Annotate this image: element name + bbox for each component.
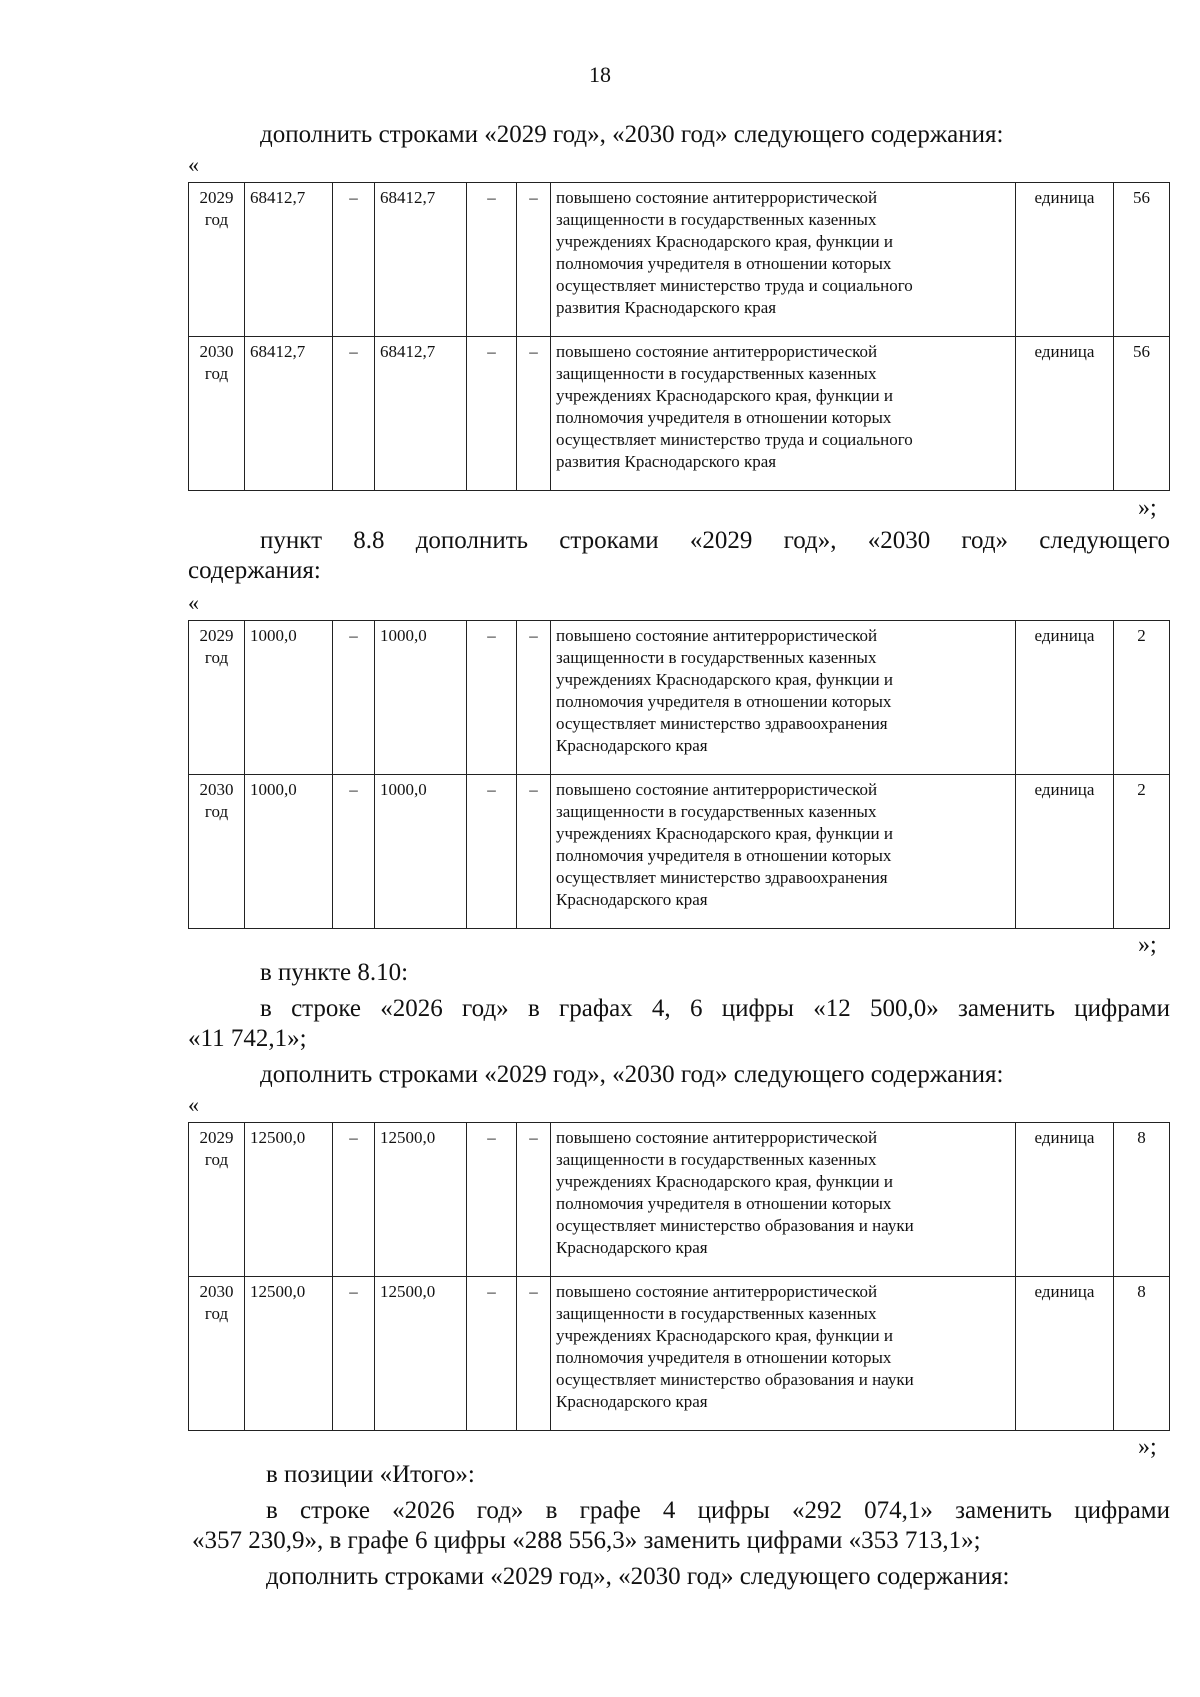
quote-open-1: « — [188, 152, 199, 177]
dash-cell: – — [517, 775, 551, 929]
year-suffix: год — [204, 210, 229, 229]
year-suffix: год — [204, 364, 229, 383]
quote-close-3: »; — [1138, 1434, 1157, 1460]
description-cell — [551, 183, 1016, 337]
table-row — [189, 183, 1170, 337]
description-line: Краснодарского края — [556, 1238, 708, 1257]
dash-cell: – — [517, 337, 551, 491]
description-line: осуществляет министерство образования и науки — [556, 1370, 914, 1389]
description-line: защищенности в государственных казенных — [556, 1304, 877, 1323]
table-row — [189, 1123, 1170, 1277]
year-suffix: год — [204, 648, 229, 667]
paragraph-8-10-title: в пункте 8.10: — [260, 959, 409, 986]
dash-cell: – — [467, 621, 517, 775]
description-line: повышено состояние антитеррористической — [556, 780, 878, 799]
description-line: повышено состояние антитеррористической — [556, 626, 878, 645]
year-value: 2029 — [199, 626, 234, 645]
year-cell — [189, 1277, 245, 1431]
dash-cell: – — [333, 621, 375, 775]
description-line: учреждениях Краснодарского края, функции и — [556, 824, 893, 843]
description-line: Краснодарского края — [556, 890, 708, 909]
dash-cell: – — [517, 1277, 551, 1431]
description-line: Краснодарского края — [556, 1392, 708, 1411]
value-cell: 2 — [1114, 621, 1170, 775]
amount-budget-cell: 12500,0 — [375, 1123, 467, 1277]
dash-cell: – — [517, 1123, 551, 1277]
description-line: Краснодарского края — [556, 736, 708, 755]
unit-cell: единица — [1016, 1277, 1114, 1431]
dash-cell: – — [333, 183, 375, 337]
insert-table-1 — [188, 182, 1170, 491]
description-line: осуществляет министерство труда и социального — [556, 276, 913, 295]
dash-cell: – — [333, 337, 375, 491]
amount-total-cell: 1000,0 — [245, 775, 333, 929]
description-line: повышено состояние антитеррористической — [556, 188, 878, 207]
quote-close-1: »; — [1138, 495, 1157, 521]
description-line: осуществляет министерство здравоохранения — [556, 868, 888, 887]
description-cell — [551, 775, 1016, 929]
description-line: осуществляет министерство труда и социального — [556, 430, 913, 449]
dash-cell: – — [467, 337, 517, 491]
description-line: защищенности в государственных казенных — [556, 210, 877, 229]
year-suffix: год — [204, 1150, 229, 1169]
page-number: 18 — [589, 62, 611, 87]
paragraph-8-10-line-2: «11 742,1»; — [188, 1025, 307, 1052]
intro-paragraph-1: дополнить строками «2029 год», «2030 год» следующего содержания: — [260, 121, 1004, 148]
description-line: полномочия учредителя в отношении которых — [556, 254, 892, 273]
amount-total-cell: 68412,7 — [245, 337, 333, 491]
dash-cell: – — [467, 1123, 517, 1277]
itogo-title: в позиции «Итого»: — [266, 1461, 475, 1488]
amount-total-cell: 12500,0 — [245, 1123, 333, 1277]
dash-cell: – — [333, 1123, 375, 1277]
year-suffix: год — [204, 802, 229, 821]
paragraph-8-8-line-2: содержания: — [188, 557, 321, 584]
description-line: развития Краснодарского края — [556, 298, 777, 317]
year-value: 2029 — [199, 1128, 234, 1147]
quote-open-2: « — [188, 590, 199, 615]
year-value: 2029 — [199, 188, 234, 207]
value-cell: 56 — [1114, 183, 1170, 337]
description-line: полномочия учредителя в отношении которых — [556, 408, 892, 427]
amount-budget-cell: 68412,7 — [375, 183, 467, 337]
table-row — [189, 1277, 1170, 1431]
unit-cell: единица — [1016, 621, 1114, 775]
unit-cell: единица — [1016, 1123, 1114, 1277]
description-cell — [551, 621, 1016, 775]
description-line: повышено состояние антитеррористической — [556, 1128, 878, 1147]
year-suffix: год — [204, 1304, 229, 1323]
year-cell — [189, 775, 245, 929]
amount-budget-cell: 68412,7 — [375, 337, 467, 491]
description-line: защищенности в государственных казенных — [556, 1150, 877, 1169]
description-cell — [551, 337, 1016, 491]
amount-budget-cell: 12500,0 — [375, 1277, 467, 1431]
paragraph-8-8-line-1: пункт 8.8 дополнить строками «2029 год», «2030 год» следующего — [260, 527, 1170, 554]
unit-cell: единица — [1016, 183, 1114, 337]
amount-budget-cell: 1000,0 — [375, 775, 467, 929]
description-line: учреждениях Краснодарского края, функции и — [556, 670, 893, 689]
year-value: 2030 — [199, 1282, 234, 1301]
paragraph-8-10-line-1: в строке «2026 год» в графах 4, 6 цифры «12 500,0» заменить цифрами — [260, 995, 1170, 1022]
dash-cell: – — [467, 775, 517, 929]
year-cell — [189, 1123, 245, 1277]
itogo-line-1: в строке «2026 год» в графе 4 цифры «292 074,1» заменить цифрами — [266, 1497, 1170, 1524]
description-line: учреждениях Краснодарского края, функции и — [556, 1326, 893, 1345]
table-row — [189, 775, 1170, 929]
amount-total-cell: 68412,7 — [245, 183, 333, 337]
description-line: полномочия учредителя в отношении которых — [556, 846, 892, 865]
value-cell: 56 — [1114, 337, 1170, 491]
year-value: 2030 — [199, 342, 234, 361]
description-line: полномочия учредителя в отношении которых — [556, 1348, 892, 1367]
dash-cell: – — [517, 183, 551, 337]
description-line: повышено состояние антитеррористической — [556, 342, 878, 361]
value-cell: 8 — [1114, 1277, 1170, 1431]
itogo-line-2: «357 230,9», в графе 6 цифры «288 556,3» заменить цифрами «353 713,1»; — [192, 1527, 981, 1554]
dash-cell: – — [467, 1277, 517, 1431]
value-cell: 8 — [1114, 1123, 1170, 1277]
table-row — [189, 621, 1170, 775]
description-cell — [551, 1123, 1016, 1277]
description-line: защищенности в государственных казенных — [556, 802, 877, 821]
unit-cell: единица — [1016, 337, 1114, 491]
insert-table-3 — [188, 1122, 1170, 1431]
intro-paragraph-3: дополнить строками «2029 год», «2030 год» следующего содержания: — [260, 1061, 1004, 1088]
amount-total-cell: 1000,0 — [245, 621, 333, 775]
year-cell — [189, 183, 245, 337]
description-line: осуществляет министерство образования и науки — [556, 1216, 914, 1235]
description-line: учреждениях Краснодарского края, функции и — [556, 1172, 893, 1191]
amount-total-cell: 12500,0 — [245, 1277, 333, 1431]
description-cell — [551, 1277, 1016, 1431]
amount-budget-cell: 1000,0 — [375, 621, 467, 775]
year-cell — [189, 621, 245, 775]
description-line: осуществляет министерство здравоохранения — [556, 714, 888, 733]
description-line: учреждениях Краснодарского края, функции и — [556, 386, 893, 405]
unit-cell: единица — [1016, 775, 1114, 929]
description-line: учреждениях Краснодарского края, функции и — [556, 232, 893, 251]
intro-paragraph-4: дополнить строками «2029 год», «2030 год» следующего содержания: — [266, 1563, 1010, 1590]
quote-open-3: « — [188, 1092, 199, 1117]
description-line: повышено состояние антитеррористической — [556, 1282, 878, 1301]
year-value: 2030 — [199, 780, 234, 799]
dash-cell: – — [467, 183, 517, 337]
description-line: полномочия учредителя в отношении которых — [556, 692, 892, 711]
year-cell — [189, 337, 245, 491]
dash-cell: – — [333, 775, 375, 929]
dash-cell: – — [333, 1277, 375, 1431]
table-row — [189, 337, 1170, 491]
dash-cell: – — [517, 621, 551, 775]
quote-close-2: »; — [1138, 932, 1157, 958]
description-line: развития Краснодарского края — [556, 452, 777, 471]
value-cell: 2 — [1114, 775, 1170, 929]
description-line: полномочия учредителя в отношении которых — [556, 1194, 892, 1213]
insert-table-2 — [188, 620, 1170, 929]
description-line: защищенности в государственных казенных — [556, 648, 877, 667]
description-line: защищенности в государственных казенных — [556, 364, 877, 383]
